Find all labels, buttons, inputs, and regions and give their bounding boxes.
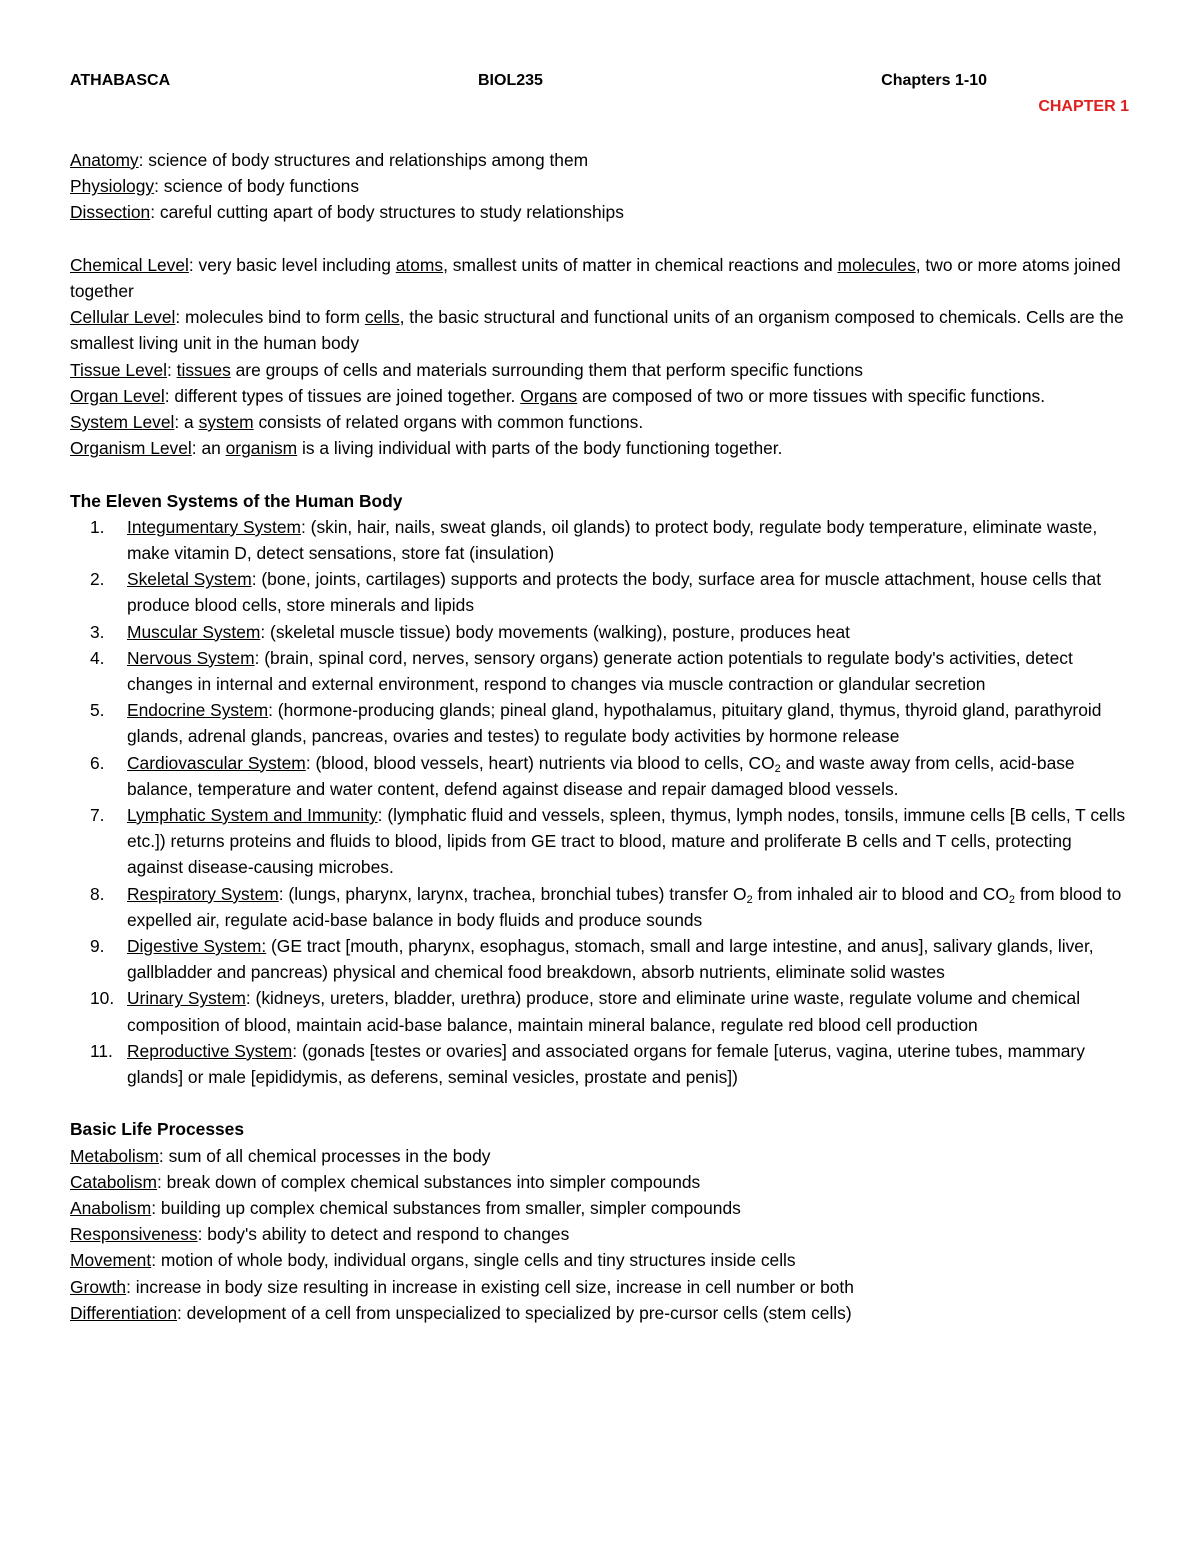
term: Chemical Level bbox=[70, 254, 189, 275]
list-number: 1. bbox=[90, 516, 105, 537]
list-item bbox=[70, 750, 1130, 802]
level-text: , smallest units of matter in chemical reactions and bbox=[443, 254, 838, 275]
term: Lymphatic System and Immunity bbox=[127, 805, 378, 826]
subscript: 2 bbox=[1008, 893, 1016, 906]
definition-text: : science of body functions bbox=[154, 176, 360, 197]
level-text: : an bbox=[191, 438, 226, 459]
level-text: consists of related organs with common functions. bbox=[253, 412, 644, 433]
term: Physiology bbox=[70, 176, 155, 197]
item-text: : (blood, blood vessels, heart) nutrients via blood to cells, CO bbox=[305, 752, 775, 773]
item-text: : (skin, hair, nails, sweat glands, oil glands) to protect body, regulate body temperature, eliminate waste, make vitamin D, detect sensations, store fat (insulation) bbox=[127, 516, 1098, 564]
item-text: and waste away from cells, acid-base balance, temperature and water content, defend against disease and repair damaged blood vessels. bbox=[127, 752, 1075, 799]
process-item bbox=[70, 1274, 1130, 1300]
level-text: , two or more atoms joined together bbox=[70, 254, 1121, 301]
list-item bbox=[70, 985, 1130, 1037]
list-item bbox=[70, 881, 1130, 933]
document-body bbox=[70, 147, 1130, 1326]
level-text: : molecules bind to form bbox=[175, 307, 365, 328]
page-header bbox=[70, 72, 1130, 96]
item-text: from blood to expelled air, regulate acid-base balance in body fluids and produce sounds bbox=[127, 883, 1122, 930]
process-item bbox=[70, 1195, 1130, 1221]
term: System Level bbox=[70, 412, 175, 433]
item-text: : (lymphatic fluid and vessels, spleen, thymus, lymph nodes, tonsils, immune cells [B cells, T cells etc.]) returns proteins and fluids to blood, lipids from GE tract to blood, mature and proliferate B cells and T cells, protecting against disease-causing microbes. bbox=[127, 805, 1126, 878]
level-tissue bbox=[70, 357, 1130, 383]
list-number: 9. bbox=[90, 936, 105, 957]
list-number: 3. bbox=[90, 621, 105, 642]
term: Differentiation bbox=[70, 1302, 177, 1323]
list-item bbox=[70, 697, 1130, 749]
item-text: : (skeletal muscle tissue) body movements (walking), posture, produces heat bbox=[260, 621, 850, 642]
term: Urinary System bbox=[127, 988, 246, 1009]
list-item bbox=[70, 802, 1130, 881]
list-item bbox=[70, 566, 1130, 618]
process-text: : development of a cell from unspecialized to specialized by pre-cursor cells (stem cells) bbox=[177, 1302, 852, 1323]
term: Respiratory System bbox=[127, 883, 279, 904]
keyword: molecules bbox=[837, 254, 916, 275]
keyword: cells bbox=[364, 307, 400, 328]
level-text: is a living individual with parts of the body functioning together. bbox=[297, 438, 783, 459]
item-text: : (kidneys, ureters, bladder, urethra) produce, store and eliminate urine waste, regulate volume and chemical composition of blood, maintain acid-base balance, maintain mineral balance, regulate red blood cell production bbox=[127, 988, 1081, 1035]
list-item bbox=[70, 1038, 1130, 1090]
process-text: : sum of all chemical processes in the body bbox=[158, 1145, 491, 1166]
term: Tissue Level bbox=[70, 359, 167, 380]
term: Dissection bbox=[70, 202, 151, 223]
definition-text: : science of body structures and relationships among them bbox=[138, 150, 589, 170]
term: Endocrine System bbox=[127, 700, 269, 721]
process-item bbox=[70, 1247, 1130, 1273]
process-text: : break down of complex chemical substances into simpler compounds bbox=[157, 1171, 701, 1192]
list-number: 8. bbox=[90, 883, 105, 904]
list-item bbox=[70, 514, 1130, 566]
spacer bbox=[70, 1090, 1130, 1116]
term: Digestive System: bbox=[127, 936, 267, 957]
term: Growth bbox=[70, 1276, 127, 1297]
level-text: are composed of two or more tissues with specific functions. bbox=[577, 385, 1046, 406]
subscript: 2 bbox=[746, 893, 753, 906]
term: Cardiovascular System bbox=[127, 752, 306, 773]
process-text: : increase in body size resulting in increase in existing cell size, increase in cell number or both bbox=[126, 1276, 854, 1297]
level-text: : different types of tissues are joined together. bbox=[164, 385, 521, 406]
item-text: from inhaled air to blood and CO bbox=[752, 883, 1009, 904]
term: Organ Level bbox=[70, 385, 165, 406]
level-organ bbox=[70, 383, 1130, 409]
process-text: : body's ability to detect and respond to changes bbox=[197, 1224, 570, 1245]
level-cellular bbox=[70, 304, 1130, 356]
term: Cellular Level bbox=[70, 307, 176, 328]
process-item bbox=[70, 1221, 1130, 1247]
level-text: , the basic structural and functional units of an organism composed to chemicals. Cells are the smallest living unit in the human body bbox=[70, 307, 1124, 354]
definition-physiology bbox=[70, 173, 1130, 199]
keyword: Organs bbox=[520, 385, 578, 406]
process-item bbox=[70, 1143, 1130, 1169]
section-heading-systems: The Eleven Systems of the Human Body bbox=[70, 490, 403, 511]
level-text: : bbox=[166, 359, 177, 380]
term: Anatomy bbox=[70, 150, 139, 170]
list-number: 5. bbox=[90, 700, 105, 721]
item-text: : (bone, joints, cartilages) supports and protects the body, surface area for muscle attachment, house cells that produce blood cells, store minerals and lipids bbox=[127, 569, 1102, 616]
term: Anabolism bbox=[70, 1198, 152, 1219]
term: Organism Level bbox=[70, 438, 192, 459]
spacer bbox=[70, 226, 1130, 252]
item-text: (GE tract [mouth, pharynx, esophagus, stomach, small and large intestine, and anus], salivary glands, liver, gallbladder and pancreas) physical and chemical food breakdown, absorb nutrients, eliminate solid wastes bbox=[127, 936, 1094, 983]
keyword: atoms bbox=[395, 254, 444, 275]
process-text: : building up complex chemical substances from smaller, simpler compounds bbox=[151, 1198, 741, 1219]
list-number: 10. bbox=[90, 988, 115, 1009]
level-text: : a bbox=[174, 412, 199, 433]
list-number: 11. bbox=[90, 1040, 113, 1061]
process-item bbox=[70, 1300, 1130, 1326]
item-text: : (brain, spinal cord, nerves, sensory organs) generate action potentials to regulate body's activities, detect changes in internal and external environment, respond to changes via muscle contraction or glandular secretion bbox=[127, 647, 1073, 695]
term: Responsiveness bbox=[70, 1224, 198, 1245]
term: Reproductive System bbox=[127, 1040, 293, 1061]
item-text: : (hormone-producing glands; pineal gland, hypothalamus, pituitary gland, thymus, thyroid gland, parathyroid glands, adrenal glands, pancreas, ovaries and testes) to regulate body activities by hormone release bbox=[127, 700, 1102, 747]
keyword: tissues bbox=[176, 359, 231, 380]
definition-dissection bbox=[70, 199, 1130, 225]
level-system bbox=[70, 409, 1130, 435]
chapter-label: CHAPTER 1 bbox=[1038, 98, 1129, 115]
definition-text: : careful cutting apart of body structures to study relationships bbox=[150, 202, 624, 223]
list-number: 6. bbox=[90, 752, 105, 773]
level-chemical bbox=[70, 252, 1130, 304]
keyword: organism bbox=[225, 438, 298, 459]
item-text: : (lungs, pharynx, larynx, trachea, bronchial tubes) transfer O bbox=[278, 883, 747, 904]
term: Catabolism bbox=[70, 1171, 157, 1192]
level-text: : very basic level including bbox=[188, 254, 396, 275]
list-number: 7. bbox=[90, 805, 105, 826]
level-text: are groups of cells and materials surrounding them that perform specific functions bbox=[230, 359, 863, 380]
section-heading-processes: Basic Life Processes bbox=[70, 1119, 245, 1140]
header-institution: ATHABASCA bbox=[70, 72, 171, 89]
header-course: BIOL235 bbox=[478, 72, 543, 89]
term: Metabolism bbox=[70, 1145, 159, 1166]
list-item bbox=[70, 645, 1130, 697]
list-item bbox=[70, 619, 1130, 645]
spacer bbox=[70, 461, 1130, 487]
process-item bbox=[70, 1169, 1130, 1195]
list-item bbox=[70, 933, 1130, 985]
subscript: 2 bbox=[774, 762, 781, 775]
term: Integumentary System bbox=[127, 516, 301, 537]
term: Muscular System bbox=[127, 621, 261, 642]
term: Nervous System bbox=[127, 647, 255, 668]
level-organism bbox=[70, 435, 1130, 461]
definition-anatomy bbox=[70, 147, 1130, 173]
term: Movement bbox=[70, 1250, 152, 1271]
list-number: 2. bbox=[90, 569, 105, 590]
list-number: 4. bbox=[90, 647, 105, 668]
item-text: : (gonads [testes or ovaries] and associated organs for female [uterus, vagina, uterine tubes, mammary glands] or male [epididymis, as deferens, seminal vesicles, prostate and penis]) bbox=[127, 1040, 1085, 1088]
process-text: : motion of whole body, individual organs, single cells and tiny structures inside cells bbox=[151, 1250, 796, 1271]
systems-list bbox=[70, 514, 1130, 1090]
term: Skeletal System bbox=[127, 569, 252, 590]
header-chapters: Chapters 1-10 bbox=[881, 72, 987, 89]
keyword: system bbox=[198, 412, 254, 433]
